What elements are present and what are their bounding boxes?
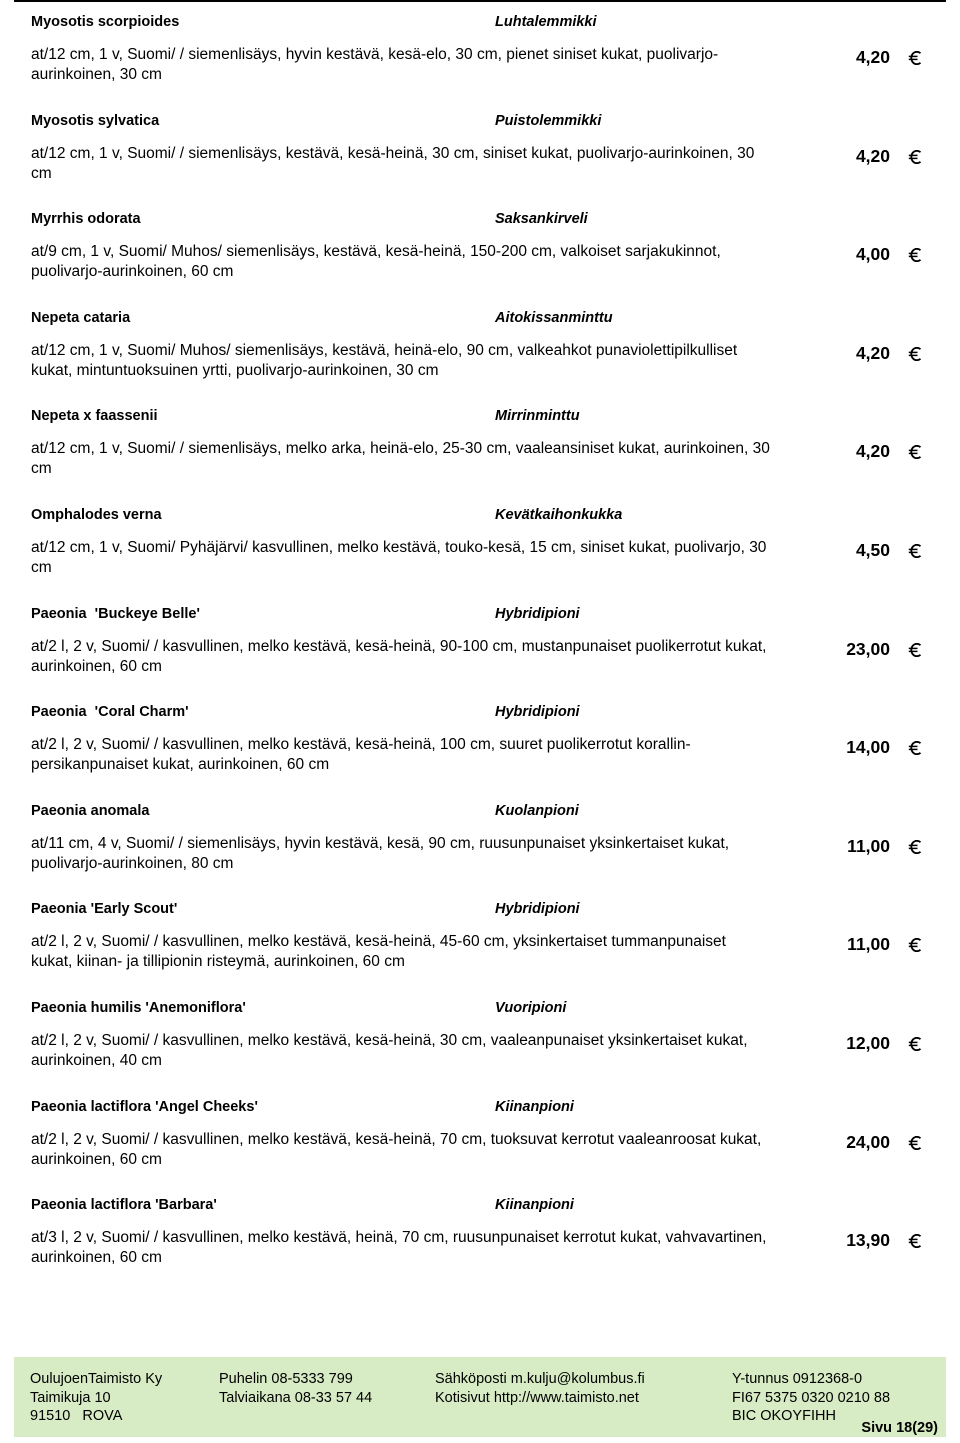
plant-description: at/2 l, 2 v, Suomi/ / kasvullinen, melko kestävä, kesä-heinä, 45-60 cm, yksinkertaiset tummanpunaiset kukat, kiinan- ja tillipionin risteymä, aurinkoinen, 60 cm [31,933,726,970]
latin-name: Myosotis sylvatica [31,113,160,129]
footer-company-name: OulujoenTaimisto Ky [30,1371,163,1387]
plant-entry [0,310,960,406]
plant-description: at/2 l, 2 v, Suomi/ / kasvullinen, melko kestävä, kesä-heinä, 70 cm, tuoksuvat kerrotut vaaleanroosat kukat, aurinkoinen, 60 cm [31,1131,762,1168]
plant-entry [0,507,960,603]
footer-email[interactable]: Sähköposti m.kulju@kolumbus.fi [435,1371,645,1387]
euro-sign-icon [908,1037,922,1051]
footer-bic: BIC OKOYFIHH [732,1408,836,1424]
footer-iban: FI67 5375 0320 0210 88 [732,1389,891,1406]
plant-description: at/12 cm, 1 v, Suomi/ / siemenlisäys, melko arka, heinä-elo, 25-30 cm, vaaleansiniset kukat, aurinkoinen, 30 cm [31,440,770,477]
plant-entry [0,1197,960,1293]
common-name: Hybridipioni [495,704,580,720]
footer-phone-winter: Talviaikana 08-33 57 44 [219,1389,373,1406]
common-name: Aitokissanminttu [495,310,613,326]
price: 23,00 [846,639,890,659]
common-name: Vuoripioni [495,1000,567,1016]
plant-entry [0,113,960,209]
plant-description: at/12 cm, 1 v, Suomi/ Muhos/ siemenlisäys, kestävä, heinä-elo, 90 cm, valkeahkot punaviolettipilkulliset kukat, mintuntuoksuinen yrtti, puolivarjo-aurinkoinen, 30 cm [31,342,738,379]
euro-sign-icon [908,544,922,558]
latin-name: Omphalodes verna [31,507,162,523]
top-rule [14,0,946,2]
latin-name: Paeonia lactiflora 'Angel Cheeks' [31,1099,258,1115]
common-name: Hybridipioni [495,606,580,622]
common-name: Kiinanpioni [495,1099,574,1115]
common-name: Luhtalemmikki [495,14,597,30]
price: 12,00 [846,1033,890,1053]
price: 4,20 [855,343,890,363]
plant-entry [0,901,960,997]
euro-sign-icon [908,643,922,657]
common-name: Saksankirveli [495,211,588,227]
common-name: Kuolanpioni [495,803,579,819]
price: 11,00 [847,836,890,856]
footer [14,1357,946,1437]
common-name: Kevätkaihonkukka [495,507,623,523]
euro-sign-icon [908,445,922,459]
euro-sign-icon [908,741,922,755]
price: 4,50 [855,540,890,560]
latin-name: Paeonia 'Coral Charm' [31,704,189,720]
price: 4,20 [855,146,890,166]
latin-name: Paeonia humilis 'Anemoniflora' [31,1000,246,1016]
footer-street: Taimikuja 10 [30,1389,111,1406]
common-name: Mirrinminttu [495,408,580,424]
common-name: Kiinanpioni [495,1197,574,1213]
euro-sign-icon [908,1136,922,1150]
plant-entry [0,408,960,504]
latin-name: Myosotis scorpioides [31,14,180,30]
price: 14,00 [846,737,890,757]
euro-sign-icon [908,347,922,361]
latin-name: Nepeta cataria [31,310,131,326]
price: 11,00 [847,934,890,954]
plant-entry [0,14,960,110]
plant-entry [0,606,960,702]
plant-entry [0,803,960,899]
latin-name: Nepeta x faassenii [31,408,158,424]
latin-name: Myrrhis odorata [31,211,141,227]
footer-phone: Puhelin 08-5333 799 [219,1371,353,1387]
footer-website[interactable]: Kotisivut http://www.taimisto.net [435,1389,639,1406]
latin-name: Paeonia 'Buckeye Belle' [31,606,200,622]
plant-entry [0,1000,960,1096]
plant-entry [0,1099,960,1195]
plant-description: at/2 l, 2 v, Suomi/ / kasvullinen, melko kestävä, kesä-heinä, 90-100 cm, mustanpunaiset puolikerrotut kukat, aurinkoinen, 60 cm [31,638,767,675]
euro-sign-icon [908,51,922,65]
common-name: Puistolemmikki [495,113,602,129]
latin-name: Paeonia lactiflora 'Barbara' [31,1197,217,1213]
euro-sign-icon [908,248,922,262]
footer-contacts [435,1370,645,1407]
plant-description: at/12 cm, 1 v, Suomi/ / siemenlisäys, kestävä, kesä-heinä, 30 cm, siniset kukat, puolivarjo-aurinkoinen, 30 cm [31,145,755,182]
price: 4,00 [855,244,890,264]
plant-entry [0,704,960,800]
euro-sign-icon [908,1234,922,1248]
footer-bank [732,1370,890,1426]
price: 24,00 [846,1132,890,1152]
plant-description: at/2 l, 2 v, Suomi/ / kasvullinen, melko kestävä, kesä-heinä, 30 cm, vaaleanpunaiset yksinkertaiset kukat, aurinkoinen, 40 cm [31,1032,748,1069]
latin-name: Paeonia anomala [31,803,150,819]
plant-description: at/12 cm, 1 v, Suomi/ Pyhäjärvi/ kasvullinen, melko kestävä, touko-kesä, 15 cm, siniset kukat, puolivarjo, 30 cm [31,539,767,576]
footer-company [30,1370,162,1426]
latin-name: Paeonia 'Early Scout' [31,901,178,917]
page-number: Sivu 18(29) [861,1420,938,1436]
plant-description: at/3 l, 2 v, Suomi/ / kasvullinen, melko kestävä, heinä, 70 cm, ruusunpunaiset kerrotut kukat, vahvavartinen, aurinkoinen, 60 cm [31,1229,767,1266]
footer-phones [219,1370,372,1407]
euro-sign-icon [908,938,922,952]
plant-description: at/9 cm, 1 v, Suomi/ Muhos/ siemenlisäys, kestävä, kesä-heinä, 150-200 cm, valkoiset sarjakukinnot, puolivarjo-aurinkoinen, 60 cm [31,243,721,280]
plant-description: at/2 l, 2 v, Suomi/ / kasvullinen, melko kestävä, kesä-heinä, 100 cm, suuret puolikerrotut korallin-persikanpunaiset kukat, aurinkoinen, 60 cm [31,736,691,773]
plant-entry [0,211,960,307]
footer-business-id: Y-tunnus 0912368-0 [732,1371,863,1387]
price: 4,20 [855,47,890,67]
euro-sign-icon [908,150,922,164]
euro-sign-icon [908,840,922,854]
price: 13,90 [846,1230,890,1250]
plant-description: at/12 cm, 1 v, Suomi/ / siemenlisäys, hyvin kestävä, kesä-elo, 30 cm, pienet siniset kukat, puolivarjo-aurinkoinen, 30 cm [31,46,719,83]
price: 4,20 [855,441,890,461]
common-name: Hybridipioni [495,901,580,917]
footer-postal: 91510 ROVA [30,1408,123,1424]
plant-description: at/11 cm, 4 v, Suomi/ / siemenlisäys, hyvin kestävä, kesä, 90 cm, ruusunpunaiset yksinkertaiset kukat, puolivarjo-aurinkoinen, 80 cm [31,835,730,872]
